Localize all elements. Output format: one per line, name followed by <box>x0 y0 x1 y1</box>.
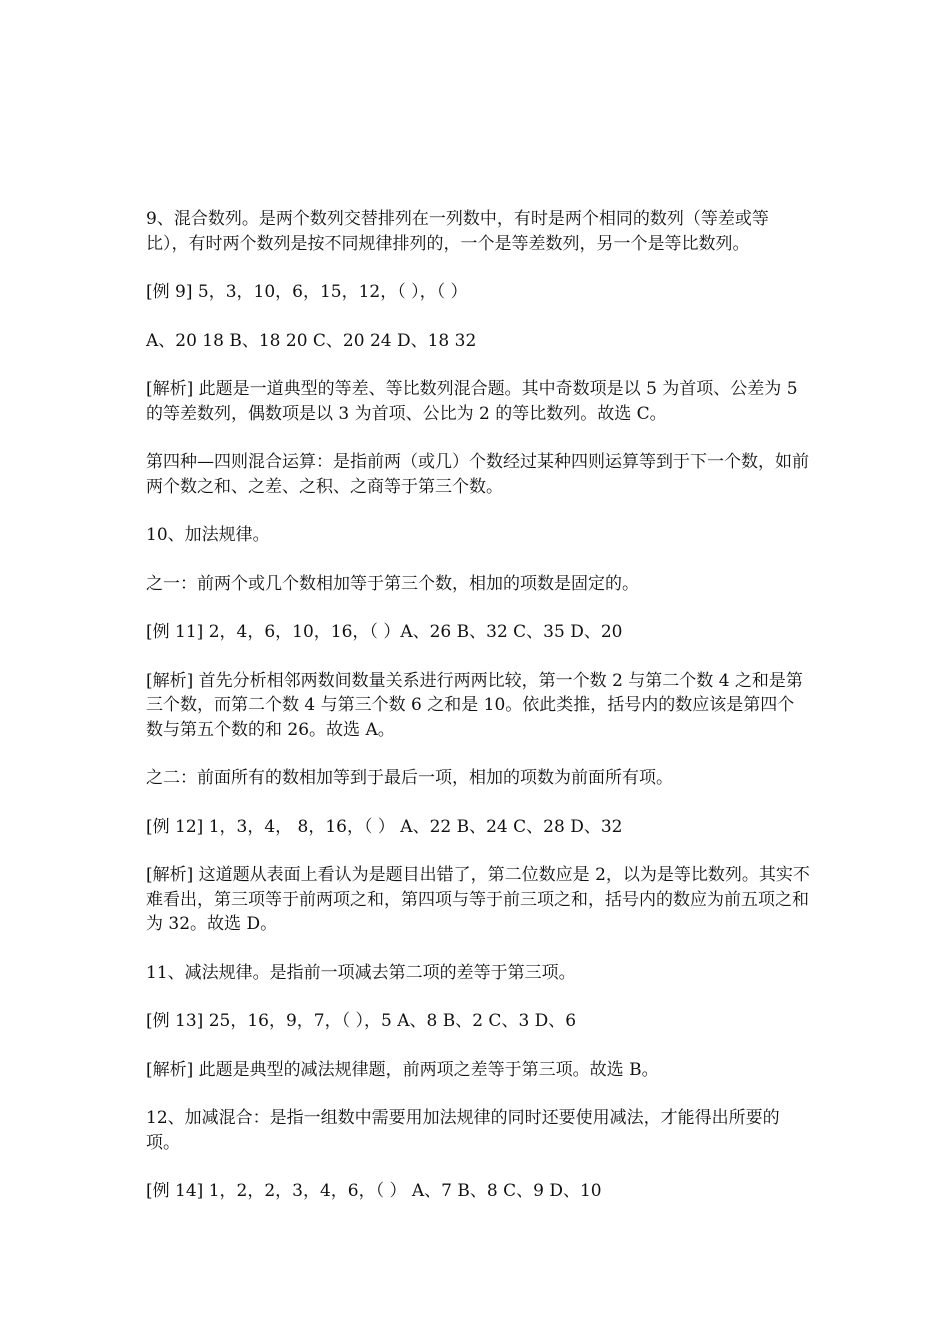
example-14-question: [例 14] 1，2，2，3，4，6，（ ） A、7 B、8 C、9 D、10 <box>146 1181 602 1201</box>
section-mixed-sequence: 9、混合数列。是两个数列交替排列在一列数中，有时是两个相同的数列（等差或等比），有时两个数列是按不同规律排列的，一个是等差数列，另一个是等比数列。 <box>146 209 769 254</box>
example-12-question: [例 12] 1，3，4， 8，16，（ ） A、22 B、24 C、28 D、32 <box>146 816 623 837</box>
addition-rule-one: 之一：前两个或几个数相加等于第三个数，相加的项数是固定的。 <box>146 573 639 594</box>
document-page <box>146 207 810 1228</box>
example-13-analysis: [解析] 此题是典型的减法规律题，前两项之差等于第三项。故选 B。 <box>146 1059 659 1080</box>
example-11-question: [例 11] 2，4，6，10，16，（ ）A、26 B、32 C、35 D、20 <box>146 622 623 642</box>
example-9-question: [例 9] 5，3，10，6，15，12，（ ），（ ） <box>146 282 468 302</box>
addition-rule-two: 之二：前面所有的数相加等到于最后一项，相加的项数为前面所有项。 <box>146 768 673 788</box>
section-add-subtract-mixed: 12、加减混合：是指一组数中需要用加法规律的同时还要使用减法，才能得出所要的项。 <box>146 1108 780 1153</box>
example-13-question: [例 13] 25，16，9，7，（ ），5 A、8 B、2 C、3 D、6 <box>146 1011 577 1031</box>
example-9-analysis: [解析] 此题是一道典型的等差、等比数列混合题。其中奇数项是以 5 为首项、公差为 5 的等差数列，偶数项是以 3 为首项、公比为 2 的等比数列。故选 C。 <box>146 379 803 424</box>
section-four-operations: 第四种—四则混合运算：是指前两（或几）个数经过某种四则运算等到于下一个数，如前两个数之和、之差、之积、之商等于第三个数。 <box>146 452 809 497</box>
example-9-options: A、20 18 B、18 20 C、20 24 D、18 32 <box>146 330 477 351</box>
example-12-analysis: [解析] 这道题从表面上看认为是题目出错了，第二位数应是 2，以为是等比数列。其实不难看出，第三项等于前两项之和，第四项与等于前三项之和，括号内的数应为前五项之和为 32。故选 D。 <box>146 865 810 934</box>
example-11-analysis: [解析] 首先分析相邻两数间数量关系进行两两比较，第一个数 2 与第二个数 4 之和是第三个数，而第二个数 4 与第三个数 6 之和是 10。依此类推，括号内的数应该是第四个数与第五个数的和 26。故选 A。 <box>146 670 803 740</box>
section-addition-rule: 10、加法规律。 <box>146 525 270 545</box>
section-subtraction-rule: 11、减法规律。是指前一项减去第二项的差等于第三项。 <box>146 962 576 983</box>
